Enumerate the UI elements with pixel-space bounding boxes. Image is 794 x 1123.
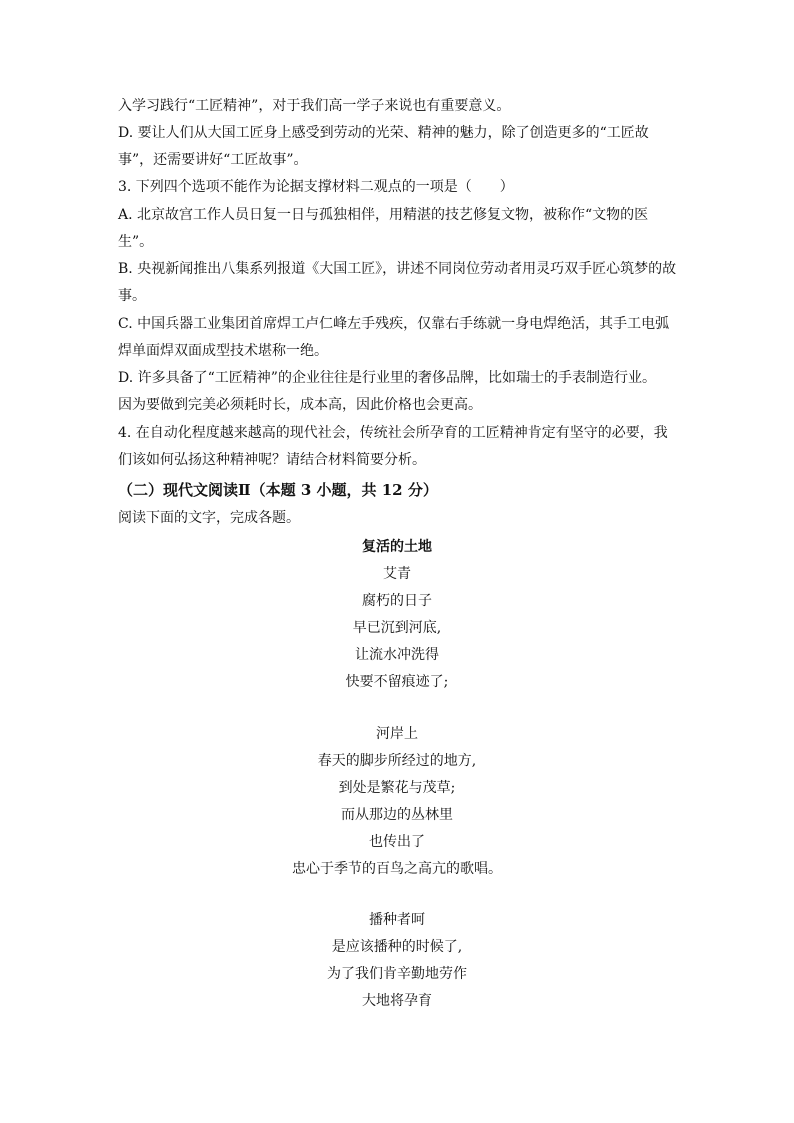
section-heading: （二）现代文阅读Ⅱ（本题 3 小题，共 12 分） (118, 481, 438, 499)
poem-line: 快要不留痕迹了; (345, 674, 449, 690)
option-d-line: 事”，还需要讲好“工匠故事”。 (118, 152, 308, 168)
poem-line: 为了我们肯辛勤地劳作 (327, 966, 467, 982)
instruction-text: 阅读下面的文字，完成各题。 (118, 510, 300, 526)
option-b-line: 事。 (118, 288, 146, 304)
poem-title: 复活的土地 (362, 539, 432, 555)
option-a-line: 生”。 (118, 234, 154, 250)
poem-line: 而从那边的丛林里 (341, 807, 453, 823)
option-d-line: D. 要让人们从大国工匠身上感受到劳动的光荣、精神的魅力，除了创造更多的“工匠故 (118, 125, 649, 141)
poem-line: 早已沉到河底, (352, 620, 442, 636)
option-c-line: C. 中国兵器工业集团首席焊工卢仁峰左手残疾，仅靠右手练就一身电焊绝活，其手工电弧 (118, 316, 670, 332)
poem-line: 河岸上 (376, 726, 418, 742)
poem-line: 大地将孕育 (362, 993, 432, 1009)
question-3-stem: 3. 下列四个选项不能作为论据支撑材料二观点的一项是（ ） (118, 179, 514, 195)
question-4-stem: 4. 在自动化程度越来越高的现代社会，传统社会所孕育的工匠精神肯定有坚守的必要，我 (118, 425, 668, 441)
option-b-line: B. 央视新闻推出八集系列报道《大国工匠》，讲述不同岗位劳动者用灵巧双手匠心筑梦的故 (118, 261, 677, 277)
poem-line: 是应该播种的时候了, (331, 939, 463, 955)
question-text-line: 入学习践行“工匠精神”，对于我们高一学子来说也有重要意义。 (118, 98, 511, 114)
poem-line: 播种者呵 (369, 912, 425, 928)
question-4-stem: 们该如何弘扬这种精神呢？请结合材料简要分析。 (118, 452, 426, 468)
option-d-line: D. 许多具备了“工匠精神”的企业往往是行业里的奢侈品牌，比如瑞士的手表制造行业。 (118, 370, 656, 386)
option-a-line: A. 北京故宫工作人员日复一日与孤独相伴，用精湛的技艺修复文物，被称作“文物的医 (118, 207, 649, 223)
poem-line: 腐朽的日子 (362, 593, 432, 609)
poem-line: 忠心于季节的百鸟之高亢的歌唱。 (292, 861, 502, 877)
option-d-line: 因为要做到完美必须耗时长，成本高，因此价格也会更高。 (118, 397, 482, 413)
poem-line: 春天的脚步所经过的地方, (317, 753, 477, 769)
poem-line: 让流水冲洗得 (355, 647, 439, 663)
poem-line: 到处是繁花与茂草; (338, 780, 456, 796)
poem-author: 艾青 (383, 566, 411, 582)
option-c-line: 焊单面焊双面成型技术堪称一绝。 (118, 343, 328, 359)
poem-line: 也传出了 (369, 834, 425, 850)
